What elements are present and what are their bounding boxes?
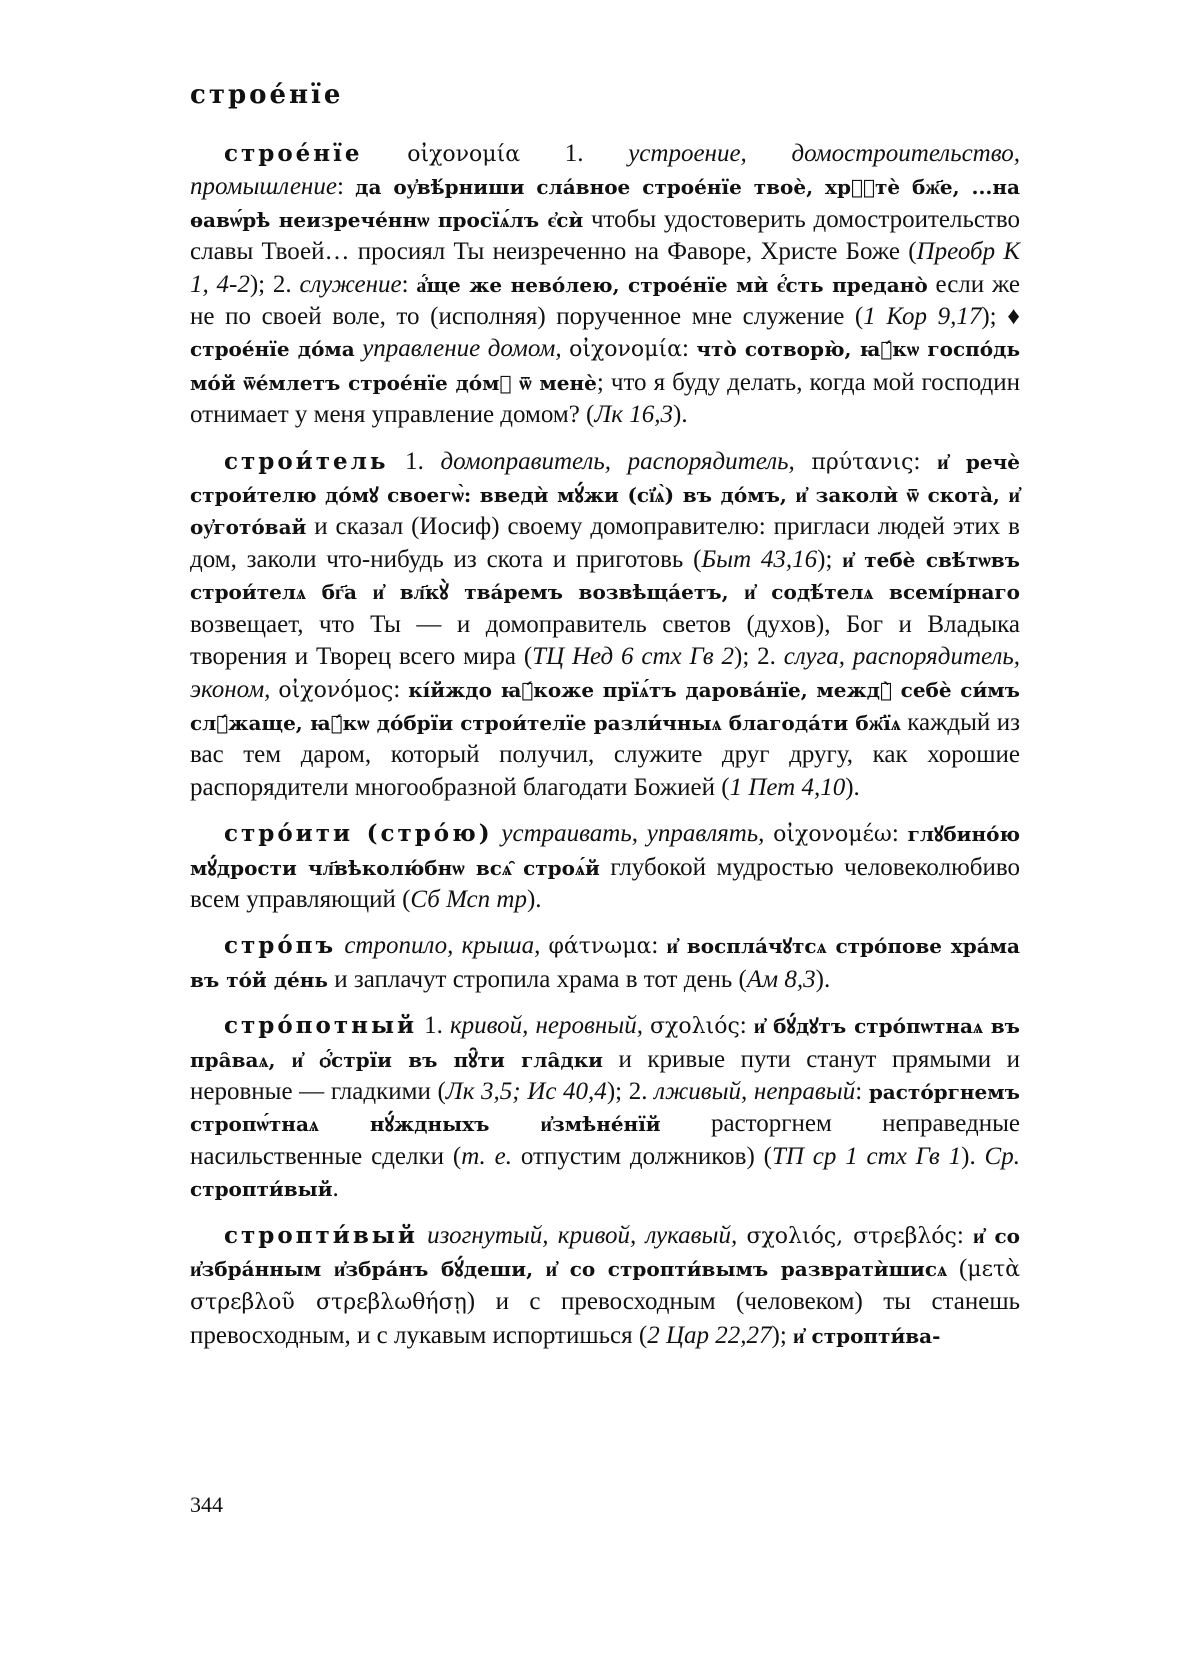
text-run: чтобы удостоверить домостроительство славы Твоей… просиял Ты неизреченно на Фаворе, Христе Боже (: [190, 205, 1020, 266]
dictionary-entry: [190, 930, 1020, 996]
slavonic-quote: расто́ргнемъ стропѡ́тнаѧ нꙋ́ждныхъ и҆змѣне́нїй: [190, 1079, 1020, 1137]
text-run: ; что я буду делать, когда мой господин отнимает у меня управление домом? (: [190, 368, 1020, 429]
text-run: ).: [815, 965, 831, 993]
text-run: :: [393, 675, 409, 703]
headword: стро́ити (стро́ю): [224, 820, 493, 848]
italic-text: Лк 3,5; Ис 40,4: [445, 1077, 607, 1105]
headword: строи́тель: [224, 447, 389, 475]
italic-text: ТП ср 1 стх Гв 1: [771, 1142, 962, 1170]
text-run: если же не по своей воле, то (исполняя) порученное мне служение (: [190, 270, 1020, 331]
text-run: :: [913, 447, 938, 475]
italic-text: Лк 16,3: [594, 401, 674, 429]
text-run: возвещает, что Ты — и домоправитель светов (духов), Бог и Владыка творения и Творец всего мира (: [190, 610, 1020, 671]
text-run: :: [956, 1221, 974, 1249]
text-run: :: [401, 270, 417, 298]
text-run: ); 2.: [734, 643, 784, 671]
slavonic-quote: глꙋбино́ю мꙋ́дрости чл҃вѣколю́бнѡ всѧ̑ строѧ́й: [190, 822, 1020, 880]
text-run: :: [739, 1012, 754, 1040]
dictionary-entry: [190, 1010, 1020, 1205]
slavonic-quote: и҆ тебѐ свѣ́тѡвъ строи́телѧ бг҃а и҆ вл҃кꙋ̀ тва́ремъ возвѣща́етъ, и҆ содѣ́телѧ всемі́рнаго: [190, 547, 1021, 605]
text-run: ); 2.: [249, 270, 300, 298]
italic-text: слуга, распорядитель, эконом,: [190, 643, 1021, 703]
text-run: 1.: [417, 1012, 450, 1040]
text-run: );: [817, 545, 843, 573]
text-run: ); 2.: [606, 1077, 655, 1105]
slavonic-quote: а҆́ще же нево́лею, строе́нїе мѝ є҆́сть предано̀: [416, 272, 928, 297]
text-run: :: [891, 820, 908, 848]
text-run: 1.: [388, 447, 441, 475]
text-run: глубокой мудростью человеколюбиво всем управляющий (: [190, 853, 1020, 913]
headword: стропти́вый: [224, 1221, 418, 1249]
running-head: строе́нїе: [190, 80, 344, 110]
text-column: [190, 138, 1020, 1366]
text-run: :: [336, 173, 356, 201]
italic-text: Преобр К 1, 4-2: [190, 238, 1020, 298]
slavonic-quote: и҆ воспла́чꙋтсѧ стро́пове хра́ма въ то́й де́нь: [190, 934, 1021, 992]
greek-equivalent: οἰχονόμος: [278, 677, 394, 703]
greek-equivalent: οἰχονομέω: [773, 822, 892, 848]
text-run: каждый из вас тем даром, который получил, служите друг другу, как хорошие распорядители многообразной благодати Божией (: [190, 708, 1020, 801]
headword: стро́потный: [224, 1012, 418, 1040]
greek-equivalent: σχολιός, στρεβλός: [746, 1223, 957, 1249]
slavonic-quote: кі́йждо ꙗ҆́коже прїѧ́тъ дарова́нїе, междꙋ̀ себѐ си́мъ слꙋ́жаще, ꙗ҆́кѡ до́брїи строи́телїе разли́чныѧ благода́ти бж҃їѧ: [190, 677, 1020, 735]
italic-text: Ср.: [984, 1142, 1020, 1170]
text-run: ).: [673, 401, 688, 429]
greek-equivalent: πρύτανις: [811, 449, 914, 475]
text-run: расторгнем неправедные насильственные сделки (: [190, 1110, 1020, 1170]
italic-text: Быт 43,16: [701, 545, 818, 573]
text-run: ).: [526, 885, 542, 913]
italic-text: стропило, крыша,: [344, 932, 541, 960]
italic-text: лживый, неправый: [654, 1077, 856, 1105]
text-run: );: [771, 1321, 794, 1349]
dictionary-entry: [190, 1220, 1020, 1353]
greek-equivalent: μετὰ στρεβλοῦ στρεβλωθήσῃ: [190, 1257, 1020, 1316]
text-run: [764, 820, 773, 847]
italic-text: изогнутый, кривой, лукавый,: [427, 1221, 738, 1249]
slavonic-quote: и҆ со и҆збра́нным и҆збра́нъ бꙋ́деши, и҆ со стропти́вымъ развратѝшисѧ: [190, 1223, 1021, 1281]
italic-text: Ам 8,3: [746, 965, 816, 993]
headword: строе́нїе: [224, 140, 363, 167]
text-run: :: [651, 932, 667, 960]
italic-text: домоправитель, распорядитель,: [440, 447, 795, 475]
dictionary-entry: [190, 138, 1020, 432]
italic-text: Сб Мсп тр: [410, 885, 527, 913]
text-run: ).: [961, 1142, 985, 1170]
text-run: и сказал (Иосиф) своему домоправителю: пригласи людей этих в дом, заколи что-нибудь из скота и приготовь (: [190, 513, 1020, 573]
text-run: :: [681, 335, 697, 363]
slavonic-quote: стропти́вый: [190, 1177, 333, 1202]
slavonic-quote: и҆ речѐ строи́телю до́мꙋ своегѡ̀: введѝ мꙋ́жи (сї҆ѧ̀) въ до́мъ, и҆ заколѝ ѿ скота̀, и҆ оу҆гото́вай: [190, 449, 1020, 540]
dictionary-entry: [190, 446, 1020, 804]
page-number: 344: [190, 1492, 223, 1517]
dictionary-entry: [190, 818, 1020, 916]
text-run: (: [947, 1255, 968, 1282]
headword: стро́пъ: [224, 932, 337, 960]
text-run: ); ♦: [981, 303, 1020, 331]
text-run: отпустим должников) (: [512, 1142, 772, 1170]
slavonic-quote: строе́нїе до́ма: [190, 337, 355, 362]
slavonic-quote: и҆ бꙋ́дꙋтъ стро́пѡтнаѧ въ пра̑ваѧ, и҆ ѻ҆́стрїи въ пꙋ̑ти гла̑дки: [190, 1014, 1020, 1072]
italic-text: ТЦ Нед 6 стх Гв 2: [532, 643, 735, 671]
text-run: [643, 1012, 650, 1039]
italic-text: управление домом,: [362, 335, 562, 363]
italic-text: служение: [299, 270, 402, 298]
greek-equivalent: φάτνωμα: [548, 934, 652, 960]
greek-equivalent: οἰχονομία: [407, 142, 521, 167]
italic-text: устроение, домостроительство, промышление: [190, 140, 1021, 201]
text-run: и заплачут стропила храма в тот день (: [328, 965, 747, 993]
slavonic-quote: и҆ стропти́ва-: [793, 1323, 941, 1348]
text-run: [562, 335, 569, 362]
italic-text: 2 Цар 22,27: [647, 1321, 772, 1349]
italic-text: т. е.: [461, 1142, 512, 1170]
text-run: [418, 1222, 427, 1249]
text-run: 1.: [520, 140, 629, 167]
text-run: .: [332, 1175, 339, 1203]
slavonic-quote: да оу҆вѣ́рниши сла́вное строе́нїе твоѐ, хрⷭ҇тѐ бж҃е, ...на ѳавѡ́рѣ неизрече́ннѡ просїѧ́лъ є҆сѝ: [190, 175, 1020, 232]
italic-text: кривой, неровный,: [449, 1012, 643, 1040]
text-run: и кривые пути станут прямыми и неровные — гладкими (: [190, 1045, 1020, 1105]
text-run: ) и с превосходным (человеком) ты станешь превосходным, и с лукавым испортишься (: [190, 1288, 1020, 1349]
italic-text: 1 Кор 9,17: [863, 303, 982, 331]
text-run: [795, 448, 812, 475]
greek-equivalent: οἰχονομία: [569, 337, 682, 363]
text-run: [363, 140, 408, 167]
italic-text: 1 Пет 4,10: [729, 773, 846, 801]
greek-equivalent: σχολιός: [650, 1014, 740, 1040]
text-run: :: [855, 1077, 869, 1105]
italic-text: устраивать, управлять,: [501, 820, 765, 848]
slavonic-quote: что̀ сотворю̀, ꙗ҆́кѡ госпо́дь мо́й ѿе́млетъ строе́нїе до́мꙋ ѿ менѐ: [190, 337, 1021, 395]
text-run: ).: [845, 773, 860, 801]
